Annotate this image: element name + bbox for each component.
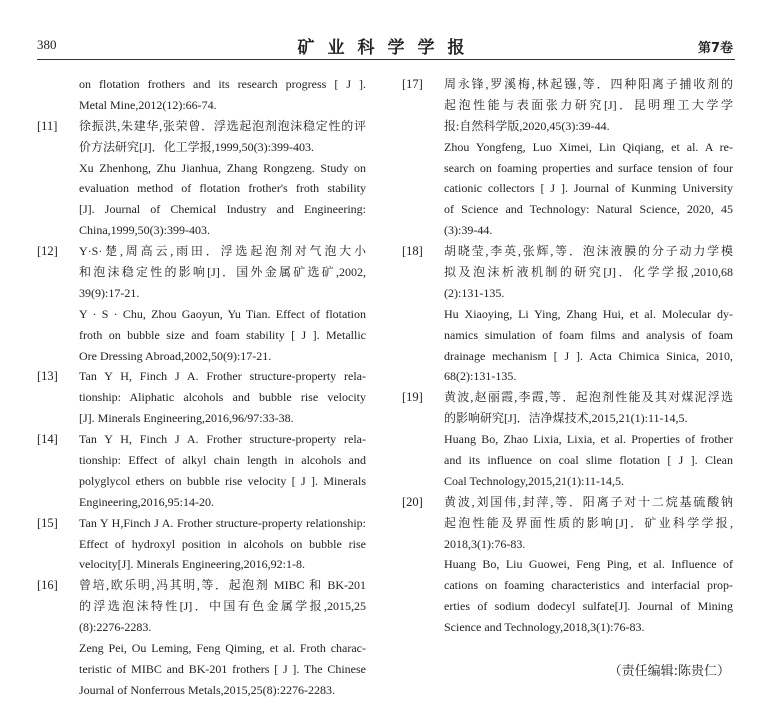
reference-entry — [37, 513, 366, 576]
reference-line: 价方法研究[J]．化工学报,1999,50(3):399-403. — [79, 139, 314, 154]
reference-line: 的浮选泡沫特性[J]．中国有色金属学报,2015,25 — [79, 599, 366, 614]
reference-entry — [402, 241, 733, 387]
reference-line: 胡晓莹,李英,张辉,等．泡沫液膜的分子动力学模 — [444, 244, 733, 259]
page-number: 380 — [37, 37, 57, 52]
reference-line: 黄波,刘国伟,封萍,等．阳离子对十二烷基硫酸钠 — [444, 494, 733, 509]
reference-line: cations on foaming characteristics and interfacial prop- — [444, 578, 733, 593]
reference-line: evaluation method of flotation frother's froth stability — [79, 181, 366, 196]
reference-entry — [37, 366, 366, 429]
reference-line: Tan Y H,Finch J A. Frother structure-property relationship: — [79, 515, 366, 530]
reference-line: 68(2):131-135. — [444, 369, 517, 384]
reference-line: 的影响研究[J]．洁净煤技术,2015,21(1):11-14,5. — [444, 411, 688, 426]
reference-line: cationic collectors [ J ]. Journal of Kunming University — [444, 181, 733, 196]
reference-line: of Science and Technology: Natural Science, 2020, 45 — [444, 202, 733, 217]
reference-line: teristic of MIBC and BK-201 frothers [ J ]. The Chinese — [79, 661, 366, 676]
reference-line: Science and Technology,2018,3(1):76-83. — [444, 620, 645, 635]
reference-entry — [402, 492, 733, 638]
reference-line: 黄波,赵丽霞,李霞,等．起泡剂性能及其对煤泥浮选 — [444, 390, 733, 405]
reference-line: Xu Zhenhong, Zhu Jianhua, Zhang Rongzeng. Study on — [79, 160, 366, 175]
reference-line: 周永锋,罗溪梅,林起镪,等．四种阳离子捕收剂的 — [444, 77, 733, 91]
reference-number: [11] — [37, 118, 58, 133]
reference-line: 39(9):17-21. — [79, 285, 140, 300]
reference-line: [J]. Journal of Chemical Industry and Engineering: — [79, 202, 366, 217]
journal-title: 矿业科学学报 — [297, 38, 478, 58]
reference-line: Y·S·楚,周高云,雨田．浮选起泡剂对气泡大小 — [79, 244, 366, 259]
reference-line: froth on bubble size and foam stability [ J ]. Metallic — [79, 327, 366, 342]
reference-line: 2018,3(1):76-83. — [444, 536, 526, 551]
reference-line: and its influence on coal slime flotation [ J ]. Clean — [444, 453, 733, 468]
reference-line: Engineering,2016,95:14-20. — [79, 494, 214, 509]
reference-number: [19] — [402, 390, 423, 405]
editor-note: （责任编辑:陈贵仁） — [608, 664, 730, 679]
reference-entry — [37, 74, 366, 116]
reference-line: Zhou Yongfeng, Luo Ximei, Lin Qiqiang, et al. A re- — [444, 139, 733, 154]
reference-number: [18] — [402, 244, 423, 259]
reference-line: 徐振洪,朱建华,张荣曾．浮选起泡剂泡沫稳定性的评 — [79, 118, 366, 133]
reference-line: Huang Bo, Zhao Lixia, Lixia, et al. Properties of frother — [444, 432, 733, 447]
reference-entry — [402, 74, 733, 241]
reference-line: Ore Dressing Abroad,2002,50(9):17-21. — [79, 348, 272, 363]
reference-line: Journal of Nonferrous Metals,2015,25(8):2276-2283. — [79, 682, 335, 697]
volume-label: 第7卷 — [697, 41, 733, 56]
reference-line: Effect of hydroxyl position in alcohols on bubble rise — [79, 536, 366, 551]
reference-entry — [37, 116, 366, 241]
reference-line: (3):39-44. — [444, 223, 493, 238]
reference-line: Hu Xiaoying, Li Ying, Zhang Hui, et al. Molecular dy- — [444, 306, 733, 321]
reference-line: on flotation frothers and its research progress [ J ]. — [79, 77, 366, 91]
header-rule — [37, 59, 735, 60]
reference-line: (2):131-135. — [444, 285, 505, 300]
reference-number: [16] — [37, 578, 58, 593]
reference-line: 报:自然科学版,2020,45(3):39-44. — [444, 118, 610, 133]
reference-line: namics simulation of foam films and analysis of foam — [444, 327, 733, 342]
reference-line: tionship: Aliphatic alcohols and bubble rise velocity — [79, 390, 366, 405]
reference-number: [15] — [37, 515, 58, 530]
references-left-column — [37, 74, 366, 701]
reference-line: Tan Y H, Finch J A. Frother structure-property rela- — [79, 432, 366, 447]
reference-entry — [37, 241, 366, 366]
reference-line: 和泡沫稳定性的影响[J]．国外金属矿选矿,2002, — [79, 265, 366, 280]
reference-line: China,1999,50(3):399-403. — [79, 223, 210, 238]
references-right-column — [402, 74, 733, 638]
reference-line: (8):2276-2283. — [79, 620, 152, 635]
reference-number: [14] — [37, 432, 58, 447]
reference-line: velocity[J]. Minerals Engineering,2016,92:1-8. — [79, 557, 305, 572]
reference-line: Zeng Pei, Ou Leming, Feng Qiming, et al. Froth charac- — [79, 641, 366, 656]
reference-number: [12] — [37, 244, 58, 259]
reference-entry — [37, 429, 366, 513]
reference-line: 拟及泡沫析液机制的研究[J]．化学学报,2010,68 — [444, 265, 733, 280]
reference-number: [13] — [37, 369, 58, 384]
reference-line: Y · S · Chu, Zhou Gaoyun, Yu Tian. Effect of flotation — [79, 306, 366, 321]
reference-line: [J]. Minerals Engineering,2016,96/97:33-38. — [79, 411, 294, 426]
reference-entry — [402, 387, 733, 491]
reference-number: [17] — [402, 77, 423, 91]
reference-line: 曾培,欧乐明,冯其明,等．起泡剂 MIBC 和 BK-201 — [79, 578, 366, 593]
reference-line: polyglycol ethers on bubble rise velocity [ J ]. Minerals — [79, 473, 366, 488]
reference-line: Tan Y H, Finch J A. Frother structure-property rela- — [79, 369, 366, 384]
reference-line: Coal Technology,2015,21(1):11-14,5. — [444, 473, 625, 488]
reference-line: drainage mechanism [ J ]. Acta Chimica Sinica, 2010, — [444, 348, 733, 363]
reference-line: tionship: Effect of alkyl chain length in alcohols and — [79, 453, 366, 468]
reference-entry — [37, 575, 366, 700]
reference-line: search on foaming properties and surface tension of four — [444, 160, 733, 175]
reference-line: 起泡性能与表面张力研究[J]．昆明理工大学学 — [444, 97, 733, 112]
reference-line: 起泡性能及界面性质的影响[J]．矿业科学学报, — [444, 515, 733, 530]
reference-line: Huang Bo, Liu Guowei, Feng Ping, et al. Influence of — [444, 557, 733, 572]
reference-number: [20] — [402, 494, 423, 509]
reference-line: erties of sodium dodecyl sulfate[J]. Journal of Mining — [444, 599, 733, 614]
reference-line: Metal Mine,2012(12):66-74. — [79, 97, 217, 112]
